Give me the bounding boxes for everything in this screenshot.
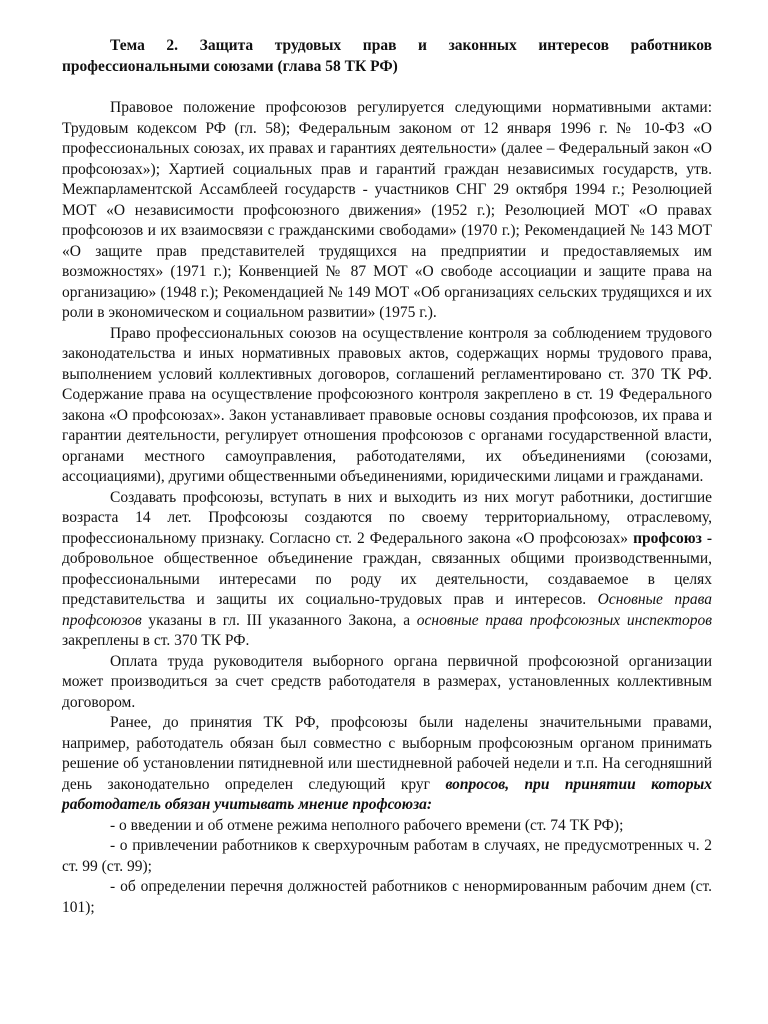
page-title: Тема 2. Защита трудовых прав и законных интересов работников профессиональными союзами (глава 58 ТК РФ)	[62, 37, 712, 75]
text-run: закреплены в ст. 370 ТК РФ.	[62, 632, 250, 649]
term-trade-union: профсоюз -	[633, 529, 712, 547]
text-run: Создавать профсоюзы, вступать в них и выходить из них могут работники, достигшие возраста 14 лет. Профсоюзы создаются по своему территориальному, отраслевому, профессиональному признаку. Согласно ст. 2 Федерального закона «О профсоюзах»	[62, 488, 712, 547]
paragraph-legal-acts: Правовое положение профсоюзов регулируется следующими нормативными актами: Трудовым кодексом РФ (гл. 58); Федеральным законом от 12 января 1996 г. № 10-ФЗ «О профессиональных союзах, их правах и гарантиях деятельности» (далее – Федеральный закон «О профсоюзах»); Хартией социальных прав и гарантий граждан независимых государств, утв. Межпарламентской Ассамблеей государств - участников СНГ 29 октября 1994 г.; Резолюцией МОТ «О независимости профсоюзного движения» (1952 г.); Резолюцией МОТ «О правах профсоюзов и их взаимосвязи с гражданскими свободами» (1970 г.); Рекомендацией № 143 МОТ «О защите прав представителей трудящихся на предприятии и предоставляемых им возможностях» (1971 г.); Конвенцией № 87 МОТ «О свободе ассоциации и защите права на организацию» (1948 г.); Рекомендацией № 149 МОТ «Об организациях сельских трудящихся и их роли в экономическом и социальном развитии» (1975 г.).	[62, 99, 712, 321]
paragraph-union-definition	[62, 488, 712, 652]
list-item: - о привлечении работников к сверхурочным работам в случаях, не предусмотренных ч. 2 ст. 99 (ст. 99);	[62, 837, 712, 875]
list-item: - об определении перечня должностей работников с ненормированным рабочим днем (ст. 101);	[62, 878, 712, 916]
text-run: указаны в гл. III указанного Закона, а	[141, 611, 417, 629]
emphasis-issues: вопросов, при принятии которых работодатель обязан учитывать мнение профсоюза:	[62, 775, 712, 813]
emphasis-inspector-rights: основные права профсоюзных инспекторов	[416, 611, 712, 629]
paragraph-union-control: Право профессиональных союзов на осуществление контроля за соблюдением трудового законодательства и иных нормативных правовых актов, содержащих нормы трудового права, выполнением условий коллективных договоров, соглашений регламентировано ст. 370 ТК РФ. Содержание права на осуществление профсоюзного контроля закреплено в ст. 19 Федерального закона «О профсоюзах». Закон устанавливает правовые основы создания профсоюзов, их права и гарантии деятельности, регулирует отношения профсоюзов с органами государственной власти, органами местного самоуправления, работодателями, их объединениями (союзами, ассоциациями), другими общественными объединениями, юридическими лицами и гражданами.	[62, 324, 712, 485]
text-run: Ранее, до принятия ТК РФ, профсоюзы были наделены значительными правами, например, работодатель обязан был совместно с выборным профсоюзным органом принимать решение об установлении пятидневной или шестидневной рабочей недели и т.п. На сегодняшний день законодательно определен следующий круг	[62, 714, 712, 793]
paragraph-employer-obligations	[62, 713, 712, 816]
text-run: добровольное общественное объединение граждан, связанных общими производственными, профессиональными интересами по роду их деятельности, создаваемое в целях представительства и защиты их социально-трудовых прав и интересов.	[62, 550, 712, 608]
list-item: - о введении и об отмене режима неполного рабочего времени (ст. 74 ТК РФ);	[110, 816, 624, 834]
paragraph-payment: Оплата труда руководителя выборного органа первичной профсоюзной организации может производиться за счет средств работодателя в размерах, установленных коллективным договором.	[62, 652, 712, 711]
emphasis-union-rights: Основные права профсоюзов	[62, 591, 712, 629]
